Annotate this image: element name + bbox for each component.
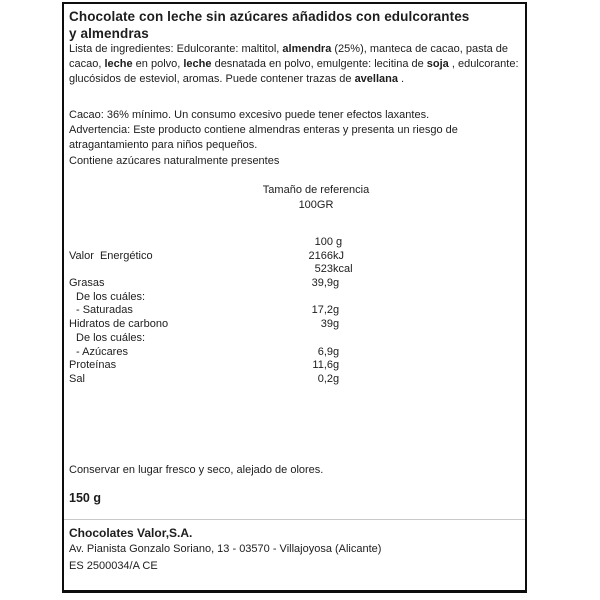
- nutrition-row-salt: Sal 0,2g: [69, 372, 340, 385]
- nutrition-row-protein: Proteínas 11,6g: [69, 359, 340, 372]
- allergen-almendra: almendra: [282, 43, 332, 55]
- manufacturer-block: [69, 525, 522, 574]
- allergen-avellana: avellana: [354, 73, 398, 85]
- ingredients-text: , edulcorante: glucósidos de esteviol, aromas. Puede contener trazas de: [69, 58, 519, 85]
- nutrition-row-sugars: - Azúcares 6,9g: [76, 345, 340, 358]
- product-title-line2: y almendras: [69, 26, 149, 41]
- ingredients-text: (25%), manteca de cacao, pasta de cacao,: [69, 43, 509, 70]
- header-unit: g: [333, 236, 343, 248]
- choking-warning-line: Advertencia: Este producto contiene almendras enteras y presenta un riesgo de atragantamiento para niños pequeños.: [69, 124, 458, 151]
- net-weight: 150 g: [69, 491, 101, 505]
- header-number: 100: [314, 236, 333, 248]
- nutrition-table: [64, 236, 525, 387]
- product-label: [62, 2, 527, 593]
- cacao-warning-block: [69, 108, 522, 153]
- nutrition-row-fat: Grasas 39,9g: [69, 277, 340, 290]
- nutrition-row-energy-kcal: 523kcal: [314, 263, 353, 276]
- manufacturer-divider: [64, 519, 525, 520]
- manufacturer-address: Av. Pianista Gonzalo Soriano, 13 - 03570 - Villajoyosa (Alicante): [69, 543, 382, 556]
- nutrition-row-saturates: - Saturadas 17,2g: [76, 304, 340, 317]
- allergen-soja: soja: [426, 58, 449, 70]
- ingredients-text: en polvo,: [132, 58, 184, 70]
- nutrition-row-of-which-carbs: De los cuáles:: [76, 331, 146, 344]
- storage-instructions: Conservar en lugar fresco y seco, alejado de olores.: [69, 464, 324, 476]
- ingredients-paragraph: [69, 42, 522, 87]
- nutrition-row-carbohydrate: Hidratos de carbono 39g: [69, 318, 340, 331]
- reference-size-block: [191, 183, 441, 213]
- manufacturer-registration: ES 2500034/A CE: [69, 559, 158, 572]
- ingredients-text: .: [397, 73, 405, 85]
- allergen-leche: leche: [104, 58, 133, 70]
- product-title-line1: Chocolate con leche sin azúcares añadidos con edulcorantes: [69, 9, 470, 24]
- ingredients-text: desnatada en polvo, emulgente: lecitina de: [211, 58, 427, 70]
- manufacturer-name: Chocolates Valor,S.A.: [69, 526, 193, 540]
- product-title: [69, 8, 523, 42]
- natural-sugars-line: Contiene azúcares naturalmente presentes: [69, 155, 280, 167]
- reference-size-value: 100GR: [298, 198, 334, 211]
- ingredients-text: Lista de ingredientes: Edulcorante: maltitol,: [69, 43, 283, 55]
- nutrition-row-of-which-fat: De los cuáles:: [76, 290, 146, 303]
- nutrition-column-header: [64, 236, 525, 250]
- reference-size-label: Tamaño de referencia: [262, 184, 370, 196]
- nutrition-row-energy: Valor Energético 2166kJ: [69, 249, 344, 262]
- allergen-leche: leche: [183, 58, 212, 70]
- cacao-content-line: Cacao: 36% mínimo. Un consumo excesivo puede tener efectos laxantes.: [69, 109, 430, 121]
